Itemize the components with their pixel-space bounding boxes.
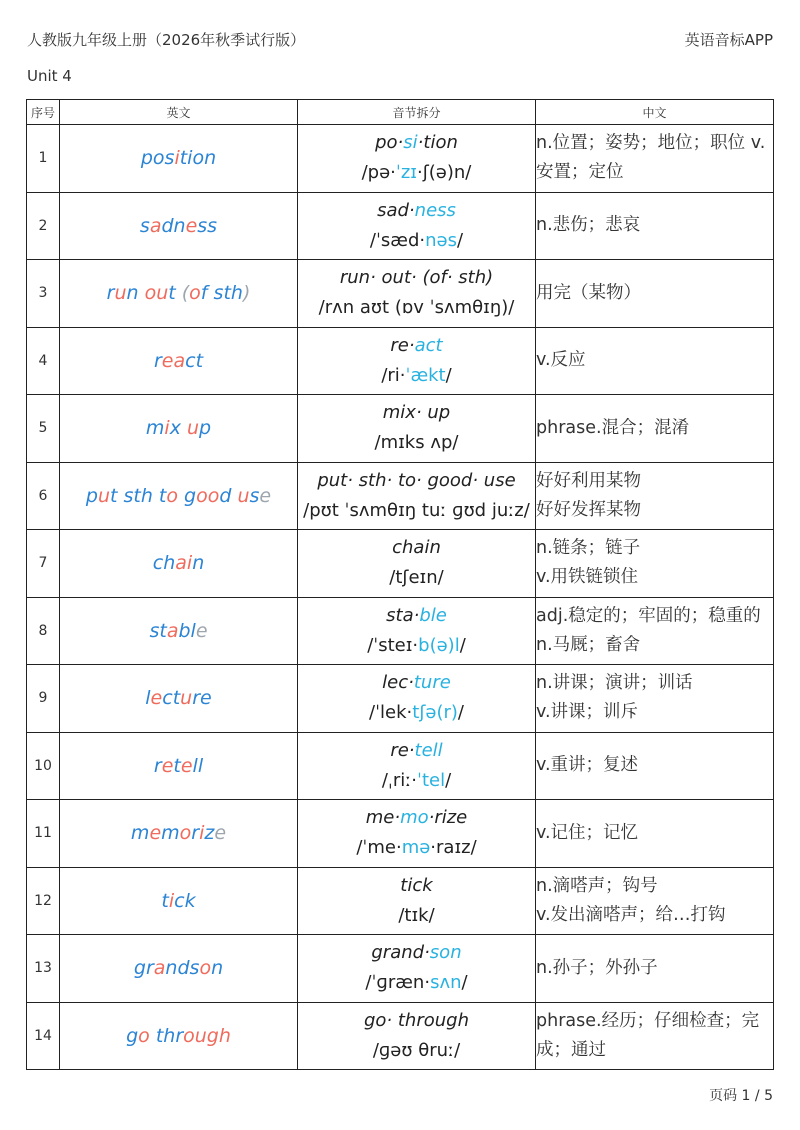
phonetic-transcription: [298, 158, 535, 188]
chinese-meaning: [536, 395, 774, 463]
text-segment: e: [214, 822, 227, 845]
syllable-split: [298, 263, 535, 293]
text-segment: ck: [174, 889, 196, 912]
chinese-meaning: [536, 1002, 774, 1070]
row-number: 6: [27, 462, 60, 530]
meaning-line: v.发出滴嗒声；给…打钩: [536, 904, 726, 925]
syllable-split: [298, 668, 535, 698]
syllable-split: [298, 803, 535, 833]
chinese-meaning: [536, 597, 774, 665]
text-segment: f s: [200, 282, 224, 305]
phonetic-transcription: [298, 631, 535, 661]
text-segment: i: [199, 822, 205, 845]
text-segment: tion: [179, 147, 217, 170]
text-segment: t: [161, 889, 169, 912]
text-segment: oo: [196, 484, 220, 507]
text-segment: /rʌn aʊt (ɒv ˈsʌmθɪŋ)/: [318, 297, 515, 319]
text-segment: d: [219, 484, 238, 507]
syllable-cell: [298, 192, 536, 260]
text-segment: e: [149, 822, 162, 845]
column-header-syllables: 音节拆分: [298, 100, 536, 125]
phonetic-transcription: [298, 833, 535, 863]
meaning-line: n.位置；姿势；地位；职位 v.安置；定位: [536, 133, 766, 183]
chinese-meaning: [536, 125, 774, 193]
text-segment: ˈzɪ: [395, 162, 417, 184]
meaning-line: phrase.经历；仔细检查；完成；通过: [536, 1010, 760, 1060]
text-segment: /: [457, 229, 464, 251]
text-segment: u: [97, 484, 110, 507]
text-segment: gh: [206, 1024, 231, 1047]
text-segment: run· out· (of· sth): [339, 267, 494, 289]
column-header-english: 英文: [60, 100, 298, 125]
syllable-split: [298, 736, 535, 766]
text-segment: x: [169, 417, 187, 440]
phonetic-transcription: [298, 226, 535, 256]
syllable-split: [298, 128, 535, 158]
chinese-meaning: [536, 260, 774, 328]
text-segment: /: [445, 364, 452, 386]
syllable-split: [298, 1006, 535, 1036]
text-segment: n: [192, 552, 205, 575]
meaning-line: n.孙子；外孙子: [536, 957, 658, 978]
phonetic-transcription: [298, 766, 535, 796]
syllable-cell: [298, 665, 536, 733]
text-segment: /ri·: [381, 364, 406, 386]
text-segment: dn: [161, 214, 186, 237]
text-segment: ): [242, 282, 251, 305]
text-segment: p: [199, 417, 212, 440]
row-number: 8: [27, 597, 60, 665]
meaning-line: v.讲课；训斥: [536, 702, 639, 723]
syllable-cell: [298, 327, 536, 395]
english-word: [60, 597, 298, 665]
phonetic-transcription: [298, 496, 535, 526]
text-segment: tick: [400, 874, 433, 896]
text-segment: bl: [178, 619, 196, 642]
text-segment: u: [180, 687, 193, 710]
phonetic-transcription: [298, 563, 535, 593]
text-segment: i: [174, 147, 180, 170]
text-segment: /ɡəʊ θruː/: [372, 1039, 461, 1061]
english-word: [60, 867, 298, 935]
text-segment: go· through: [363, 1009, 469, 1031]
row-number: 7: [27, 530, 60, 598]
syllable-cell: [298, 597, 536, 665]
text-segment: e: [150, 687, 163, 710]
text-segment: t: [168, 282, 182, 305]
syllable-split: [298, 196, 535, 226]
text-segment: u: [114, 282, 127, 305]
syllable-cell: [298, 125, 536, 193]
row-number: 1: [27, 125, 60, 193]
document-header-title: 人教版九年级上册（2026年秋季试行版）: [27, 31, 306, 49]
text-segment: /ˈsæd·: [369, 229, 426, 251]
english-word: [60, 935, 298, 1003]
text-segment: re·: [390, 334, 415, 356]
text-segment: /pʊt ˈsʌmθɪŋ tuː ɡʊd juːz/: [303, 499, 530, 521]
text-segment: ct: [162, 687, 181, 710]
text-segment: thr: [149, 1024, 184, 1047]
chinese-meaning: [536, 867, 774, 935]
english-word: [60, 732, 298, 800]
text-segment: act: [414, 334, 443, 356]
text-segment: i: [164, 417, 170, 440]
text-segment: r: [153, 754, 162, 777]
text-segment: po·: [375, 132, 404, 154]
text-segment: grand·: [371, 942, 430, 964]
text-segment: /pə·: [361, 162, 396, 184]
meaning-line: adj.稳定的；牢固的；稳重的 n.马厩；畜舍: [536, 605, 761, 655]
text-segment: ·raɪz/: [430, 837, 477, 859]
phonetic-transcription: [298, 901, 535, 931]
text-segment: e: [185, 214, 198, 237]
syllable-cell: [298, 935, 536, 1003]
meaning-line: v.重讲；复述: [536, 755, 639, 776]
column-header-chinese: 中文: [536, 100, 774, 125]
text-segment: chain: [392, 537, 441, 559]
table-row: [27, 530, 774, 598]
text-segment: /ˈɡræn·: [365, 972, 431, 994]
row-number: 14: [27, 1002, 60, 1070]
syllable-cell: [298, 732, 536, 800]
text-segment: (: [181, 282, 190, 305]
english-word: [60, 327, 298, 395]
chinese-meaning: [536, 327, 774, 395]
text-segment: t: [223, 282, 231, 305]
english-word: [60, 665, 298, 733]
row-number: 5: [27, 395, 60, 463]
table-row: [27, 1002, 774, 1070]
row-number: 9: [27, 665, 60, 733]
chinese-meaning: [536, 732, 774, 800]
text-segment: n: [211, 957, 224, 980]
text-segment: /mɪks ʌp/: [374, 432, 459, 454]
english-word: [60, 192, 298, 260]
text-segment: si: [403, 132, 418, 154]
meaning-line: n.悲伤；悲哀: [536, 215, 641, 236]
text-segment: nəs: [425, 229, 457, 251]
text-segment: mə: [401, 837, 431, 859]
text-segment: tʃə(r): [412, 702, 458, 724]
text-segment: /ˈme·: [356, 837, 402, 859]
meaning-line: v.记住；记忆: [536, 822, 639, 843]
row-number: 3: [27, 260, 60, 328]
text-segment: ai: [175, 552, 193, 575]
phonetic-transcription: [298, 698, 535, 728]
chinese-meaning: [536, 192, 774, 260]
text-segment: nds: [165, 957, 200, 980]
table-row: [27, 800, 774, 868]
syllable-split: [298, 871, 535, 901]
table-row: [27, 395, 774, 463]
text-segment: /: [445, 769, 452, 791]
chinese-meaning: [536, 530, 774, 598]
text-segment: /ˌriː·: [381, 769, 418, 791]
unit-title: Unit 4: [27, 67, 72, 85]
text-segment: r: [106, 282, 115, 305]
text-segment: o: [189, 282, 201, 305]
text-segment: e: [161, 754, 174, 777]
text-segment: st: [149, 619, 167, 642]
syllable-cell: [298, 1002, 536, 1070]
text-segment: l: [145, 687, 151, 710]
text-segment: ˈækt: [405, 364, 446, 386]
text-segment: ou: [144, 282, 169, 305]
phonetic-transcription: [298, 968, 535, 998]
text-segment: t sth t: [109, 484, 167, 507]
syllable-cell: [298, 800, 536, 868]
table-row: [27, 597, 774, 665]
syllable-split: [298, 938, 535, 968]
syllable-cell: [298, 260, 536, 328]
text-segment: ble: [419, 604, 447, 626]
text-segment: ·ʃ(ə)n/: [417, 162, 472, 184]
text-segment: put· sth· to· good· use: [317, 469, 516, 491]
text-segment: b(ə)l: [418, 634, 460, 656]
app-name: 英语音标APP: [684, 31, 773, 49]
table-row: [27, 935, 774, 1003]
text-segment: /: [459, 634, 466, 656]
table-row: [27, 125, 774, 193]
text-segment: u: [186, 417, 200, 440]
row-number: 11: [27, 800, 60, 868]
row-number: 12: [27, 867, 60, 935]
text-segment: a: [149, 214, 162, 237]
syllable-cell: [298, 395, 536, 463]
text-segment: lec·: [382, 672, 414, 694]
phonetic-transcription: [298, 361, 535, 391]
english-word: [60, 1002, 298, 1070]
text-segment: mix· up: [382, 402, 451, 424]
text-segment: ch: [152, 552, 176, 575]
vocabulary-table: [26, 99, 774, 1070]
phonetic-transcription: [298, 428, 535, 458]
english-word: [60, 530, 298, 598]
text-segment: /tɪk/: [398, 904, 435, 926]
text-segment: gr: [133, 957, 154, 980]
text-segment: z: [204, 822, 215, 845]
table-row: [27, 462, 774, 530]
phonetic-transcription: [298, 293, 535, 323]
text-segment: s: [139, 214, 150, 237]
text-segment: o: [179, 822, 192, 845]
meaning-line: v.反应: [536, 350, 586, 371]
text-segment: g: [177, 484, 197, 507]
english-word: [60, 800, 298, 868]
text-segment: re·: [390, 739, 415, 761]
chinese-meaning: [536, 462, 774, 530]
text-segment: mo: [400, 807, 429, 829]
text-segment: /: [461, 972, 468, 994]
text-segment: e: [259, 484, 272, 507]
syllable-cell: [298, 867, 536, 935]
text-segment: o: [138, 1024, 150, 1047]
table-row: [27, 665, 774, 733]
text-segment: sta·: [386, 604, 420, 626]
text-segment: t: [173, 754, 181, 777]
meaning-line: phrase.混合；混淆: [536, 417, 690, 438]
syllable-split: [298, 398, 535, 428]
syllable-split: [298, 533, 535, 563]
text-segment: s: [249, 484, 260, 507]
text-segment: son: [429, 942, 462, 964]
table-body: [27, 125, 774, 1070]
text-segment: ness: [414, 199, 456, 221]
text-segment: a: [153, 957, 166, 980]
text-segment: ·tion: [417, 132, 458, 154]
text-segment: e: [200, 687, 212, 710]
chinese-meaning: [536, 935, 774, 1003]
table-row: [27, 732, 774, 800]
row-number: 10: [27, 732, 60, 800]
page-number: 页码 1 / 5: [709, 1088, 773, 1104]
phonetic-transcription: [298, 1036, 535, 1066]
text-segment: ·rize: [428, 807, 468, 829]
text-segment: ll: [192, 754, 204, 777]
text-segment: ture: [413, 672, 451, 694]
table-row: [27, 260, 774, 328]
text-segment: /tʃeɪn/: [389, 567, 444, 589]
text-segment: ct: [185, 349, 204, 372]
text-segment: ˈtel: [417, 769, 446, 791]
text-segment: ea: [161, 349, 186, 372]
text-segment: o: [199, 957, 212, 980]
meaning-line: n.讲课；演讲；训话: [536, 673, 693, 694]
table-row: [27, 192, 774, 260]
text-segment: m: [130, 822, 150, 845]
table-row: [27, 327, 774, 395]
text-segment: s: [164, 147, 175, 170]
chinese-meaning: [536, 800, 774, 868]
text-segment: g: [126, 1024, 139, 1047]
meaning-line: n.链条；链子: [536, 538, 641, 559]
text-segment: e: [180, 754, 193, 777]
text-segment: sʌn: [430, 972, 462, 994]
syllable-split: [298, 331, 535, 361]
column-header-number: 序号: [27, 100, 60, 125]
meaning-line: v.用铁链锁住: [536, 567, 639, 588]
text-segment: sad·: [377, 199, 415, 221]
table-header-row: [27, 100, 774, 125]
row-number: 13: [27, 935, 60, 1003]
chinese-meaning: [536, 665, 774, 733]
meaning-line: 好好发挥某物: [536, 499, 641, 520]
meaning-line: 好好利用某物: [536, 470, 641, 491]
text-segment: /ˈlek·: [369, 702, 413, 724]
english-word: [60, 462, 298, 530]
meaning-line: 用完（某物）: [536, 282, 641, 303]
english-word: [60, 395, 298, 463]
english-word: [60, 260, 298, 328]
text-segment: /ˈsteɪ·: [367, 634, 419, 656]
text-segment: e: [195, 619, 208, 642]
text-segment: a: [166, 619, 179, 642]
text-segment: r: [191, 822, 200, 845]
text-segment: r: [153, 349, 162, 372]
syllable-split: [298, 466, 535, 496]
text-segment: n: [126, 282, 145, 305]
syllable-cell: [298, 530, 536, 598]
meaning-line: n.滴嗒声；钩号: [536, 875, 658, 896]
text-segment: ss: [197, 214, 218, 237]
text-segment: me·: [365, 807, 401, 829]
syllable-cell: [298, 462, 536, 530]
table-row: [27, 867, 774, 935]
text-segment: o: [166, 484, 178, 507]
text-segment: po: [140, 147, 165, 170]
text-segment: p: [85, 484, 98, 507]
text-segment: /: [457, 702, 464, 724]
text-segment: tell: [414, 739, 443, 761]
syllable-split: [298, 601, 535, 631]
text-segment: m: [145, 417, 165, 440]
text-segment: u: [237, 484, 250, 507]
text-segment: h: [230, 282, 243, 305]
text-segment: m: [161, 822, 180, 845]
english-word: [60, 125, 298, 193]
text-segment: ou: [183, 1024, 207, 1047]
text-segment: r: [192, 687, 201, 710]
row-number: 2: [27, 192, 60, 260]
row-number: 4: [27, 327, 60, 395]
text-segment: i: [168, 889, 175, 912]
